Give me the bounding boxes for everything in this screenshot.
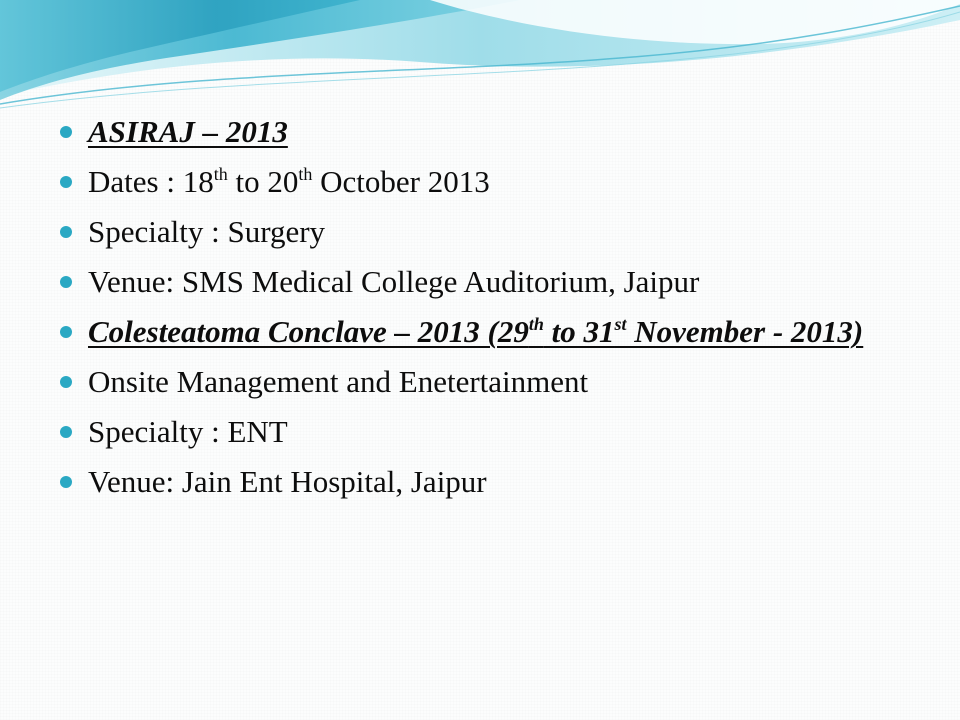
ordinal-suffix: th (298, 164, 313, 184)
item-text-post: November - 2013) (626, 314, 864, 349)
bullet-dot (60, 276, 72, 288)
item-text-pre: Colesteatoma Conclave – 2013 (29 (88, 314, 529, 349)
bullet-dot (60, 176, 72, 188)
item-text-mid: to 20 (227, 164, 299, 199)
wave-decoration (0, 0, 960, 120)
event-heading-conclave (60, 312, 920, 352)
bullet-dot (60, 126, 72, 138)
slide-body (60, 112, 920, 512)
item-text: Onsite Management and Enetertainment (88, 364, 589, 399)
event-specialty (60, 412, 920, 452)
event-management (60, 362, 920, 402)
item-text-mid: to 31 (543, 314, 615, 349)
item-text: Specialty : Surgery (88, 214, 326, 249)
ordinal-suffix: th (528, 314, 544, 334)
bullet-dot (60, 476, 72, 488)
ordinal-suffix: st (614, 314, 627, 334)
item-text-pre: Dates : 18 (88, 164, 214, 199)
bullet-dot (60, 226, 72, 238)
bullet-dot (60, 376, 72, 388)
bullet-dot (60, 426, 72, 438)
item-text: Venue: SMS Medical College Auditorium, Jaipur (88, 264, 700, 299)
event-venue (60, 262, 920, 302)
event-specialty (60, 212, 920, 252)
event-dates (60, 162, 920, 202)
bullet-list (60, 112, 920, 502)
item-text: Venue: Jain Ent Hospital, Jaipur (88, 464, 487, 499)
item-text-post: October 2013 (312, 164, 490, 199)
ordinal-suffix: th (213, 164, 228, 184)
event-heading-asiraj (60, 112, 920, 152)
item-text: Specialty : ENT (88, 414, 288, 449)
event-venue (60, 462, 920, 502)
item-text: ASIRAJ – 2013 (88, 114, 288, 149)
bullet-dot (60, 326, 72, 338)
